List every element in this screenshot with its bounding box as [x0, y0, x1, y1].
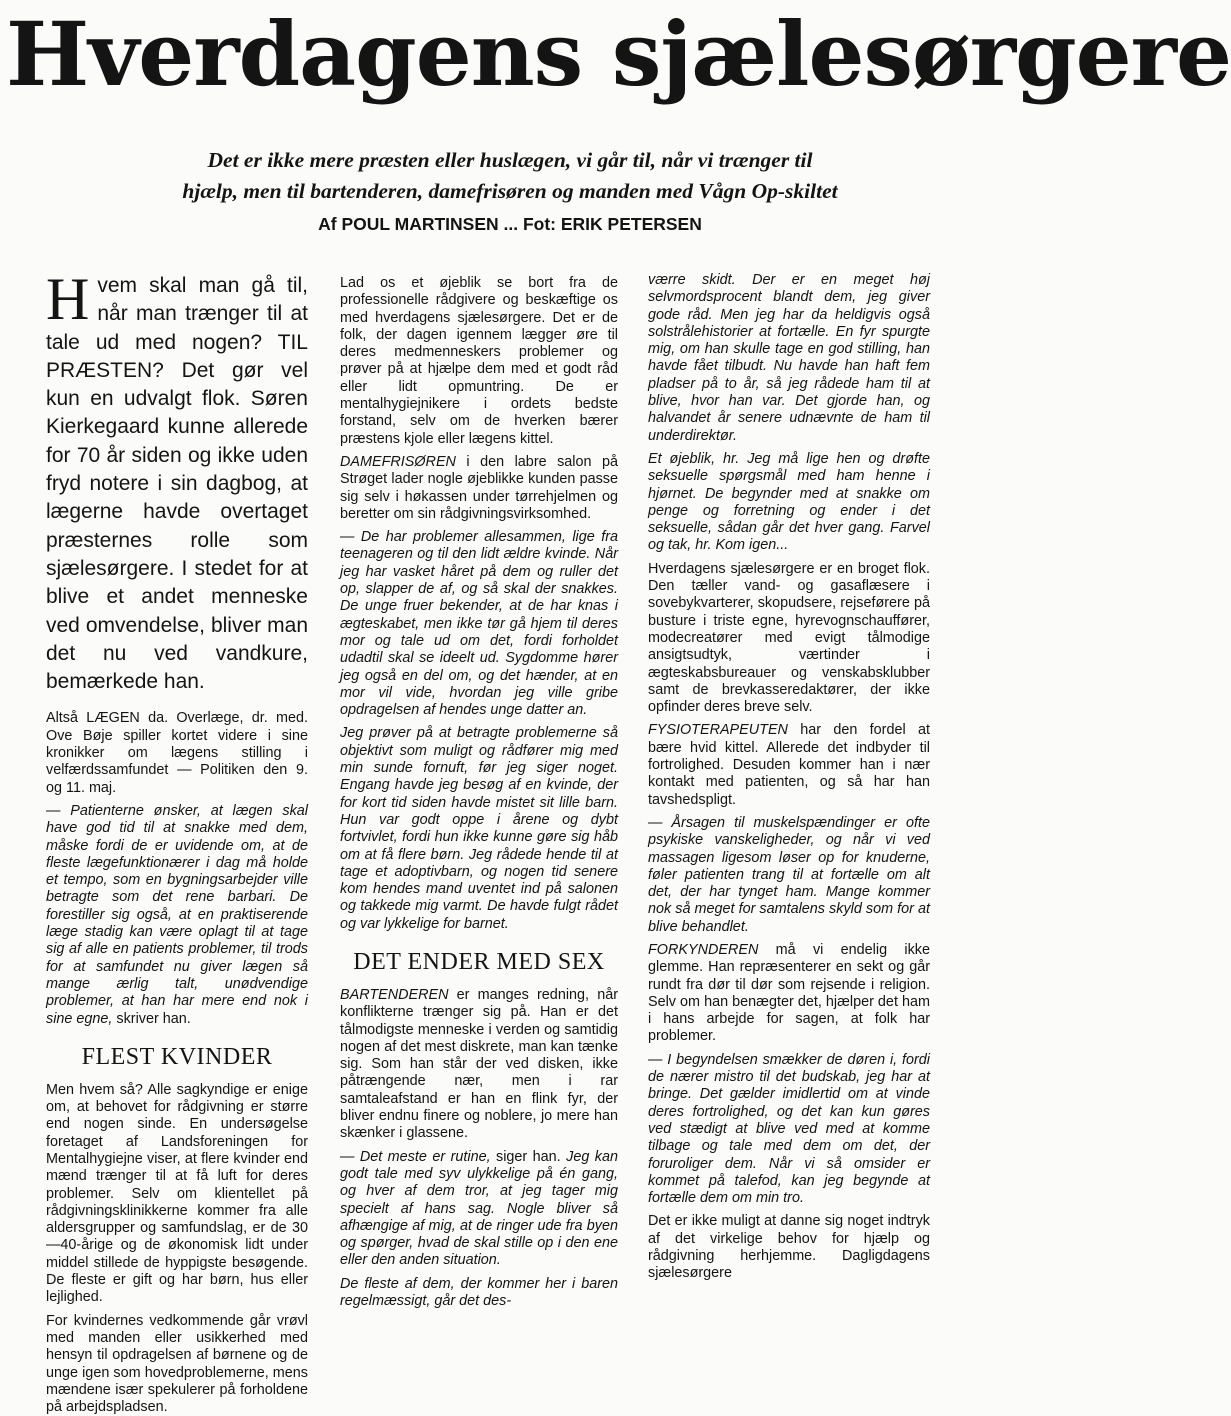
paragraph: Hverdagens sjælesørgere er en broget flok. Den tæller vand- og gasaflæsere i sovebykvarterer, skopudsere, rejseførere på busture i triste egne, hyrevognschauffører, modecreatører med evigt tålmodige ansigtsudtyk, værtinder i ægteskabsbureauer og venskabsklubber samt de brevkasseredaktører, der ikke opfinder deres breve selv.: [648, 560, 930, 716]
paragraph: [340, 987, 618, 1143]
keyword-label: DAMEFRISØREN: [340, 453, 456, 470]
headline: Hverdagens sjælesørgere: [6, 2, 1231, 106]
drop-cap: H: [46, 266, 90, 332]
quote-text: — Det meste er rutine,: [340, 1148, 491, 1165]
paragraph: Det er ikke muligt at danne sig noget indtryk af det virkelige behov for hjælp og rådgivning herhjemme. Dagligdagens sjælesørgere: [648, 1213, 930, 1282]
quote-paragraph: — De har problemer allesammen, lige fra teenageren og til den lidt ældre kvinde. Når jeg har vasket håret på dem og ruller det op, slapper de af, og så skal der snakkes. De unge fruer bekender, at de har knas i ægteskabet, men ikke tør gå hjem til deres mor og tale ud om det, fordi forholdet udadtil skal se ideelt ud. Sygdomme hører jeg også en del om, og det hænder, at en mor vil vide, hvordan jeg ville gribe opdragelsen af hendes unge datter an.: [340, 529, 618, 719]
paragraph: For kvindernes vedkommende går vrøvl med manden eller usikkerhed med hensyn til opdragelsen af børnene og de unge igen som hovedproblemerne, mens mændene især spekulerer på forholdene på arbejdspladsen.: [46, 1312, 308, 1416]
paragraph: Lad os et øjeblik se bort fra de professionelle rådgivere og beskæftige os med hverdagens sjælesørgere. Det er de folk, der dagen igennem lægger øre til deres medmenneskers problemer og prøver på at hjælpe dem med et godt råd eller lidt opmuntring. De er mentalhygiejnikere i ordets bedste forstand, selv om de hverken bærer præstens kjole eller lægens kittel.: [340, 275, 618, 447]
quote-text: — Patienterne ønsker, at lægen skal have god tid til at snakke med dem, måske fordi de er uvidende om, at de fleste lægefunktionærer i dag må holde et tempo, som en bygningsarbejder ville betragte som det rene barbari. De forestiller sig også, at en praktiserende læge stadig kan være oplagt til at tage sig af alle en patients problemer, til trods for at samfundet nu giver lægen så mange ærlig talt, unødvendige problemer, at han har mere end nok i sine egne,: [46, 802, 308, 1027]
quote-paragraph: — Årsagen til muskelspændinger er ofte psykiske vanskeligheder, og når vi ved massagen ligesom løser op for knuderne, føler patienten trang til at fortælle om alt det, der har tynget ham. Mange kommer nok så meget for samtalens skyld som for at blive behandlet.: [648, 814, 930, 935]
subheading-flest-kvinder: FLEST KVINDER: [81, 1043, 273, 1070]
keyword-label: BARTENDEREN: [340, 986, 449, 1003]
keyword-label: FYSIOTERAPEUTEN: [648, 722, 788, 739]
paragraph: Men hvem så? Alle sagkyndige er enige om, at behovet for rådgivning er større end nogen sinde. En undersøgelse foretaget af Landsforeningen for Mentalhygiejne viser, at flere kvinder end mænd trænger til at få luft for deres problemer. Selv om klientellet på rådgivningsklinikkerne kommer fra alle aldersgrupper og samfundslag, er de 30—40-årige og de økonomisk lidt under middel stillede de hyppigste besøgende. De fleste er gift og har børn, hus eller lejlighed.: [46, 1081, 308, 1306]
byline: Af POUL MARTINSEN ... Fot: ERIK PETERSEN: [318, 214, 702, 234]
paragraph: [340, 454, 618, 523]
quote-paragraph: Et øjeblik, hr. Jeg må lige hen og drøfte seksuelle spørgsmål med ham henne i hjørnet. De begynder med at snakke om penge og forretning og ender i det seksuelle, sådan går det hver gang. Farvel og tak, hr. Kom igen...: [648, 450, 930, 554]
paragraph: [46, 803, 308, 1028]
paragraph: [648, 942, 930, 1046]
column-3: [648, 272, 930, 1409]
quote-paragraph: værre skidt. Der er en meget høj selvmordsprocent blandt dem, jeg giver gode råd. Men jeg har da heldigvis også solstrålehistorier at fortælle. En fyr spurgte mig, om han skulle tage en god stilling, han havde fået tilbudt. Nu havde han haft fem pladser på to år, så jeg rådede ham til at blive, hvor han var. Det gjorde han, og halvandet år senere udnævnte de ham til underdirektør.: [648, 272, 930, 444]
column-1: [46, 266, 308, 1416]
attribution: skriver han.: [112, 1010, 191, 1027]
paragraph-text: har den fordel at bære hvid kittel. Allerede det indbyder til fortrolighed. Desuden kommer han i nær kontakt med patienten, og så har han tavshedspligt.: [648, 722, 930, 808]
paragraph-text: må vi endelig ikke glemme. Han repræsenterer en sekt og går rundt fra dør til dør som rejsende i religion. Selv om han benægter det, hjælper det ham i hans arbejde for sagen, at folk har problemer.: [648, 941, 930, 1045]
quote-paragraph: Jeg prøver på at betragte problemerne så objektivt som muligt og rådfører mig med min sunde fornuft, før jeg siger noget. Engang havde jeg besøg af en kvinde, der for kort tid siden havde mistet sit lille barn. Hun var godt oppe i årene og dybt fortvivlet, fordi hun ikke kunne gøre sig håb om at få flere børn. Jeg rådede hende til at tage et adoptivbarn, og nogen tid senere kom hendes mand uventet ind på salonen og takkede mig varmt. De havde fulgt rådet og var lykkelige for barnet.: [340, 725, 618, 932]
paragraph-text: er manges redning, når konflikterne trænger sig på. Han er det tålmodigste menneske i verden og samtidig nogen af det mest diskrete, man kan tænke sig. Som han står der ved disken, ikke påtrængende nær, men i rar samtaleafstand er han en flink fyr, der bliver endnu finere og noblere, jo mere han skænker i glassene.: [340, 986, 618, 1142]
column-2: [340, 275, 618, 1412]
deck: [100, 145, 920, 207]
paragraph: Altså LÆGEN da. Overlæge, dr. med. Ove Bøje spiller kortet videre i sine kronikker om lægens stilling i velfærdssamfundet — Politiken den 9. og 11. maj.: [46, 710, 308, 796]
deck-line-1: Det er ikke mere præsten eller huslægen, vi går til, når vi trænger til: [207, 148, 813, 172]
lead-text: vem skal man gå til, når man trænger til at tale ud med nogen? TIL PRÆSTEN? Det gør vel kun en udvalgt flok. Søren Kierkegaard kunne allerede for 70 år siden og ikke uden fryd notere i sin dagbog, at lægerne havde overtaget præsternes rolle som sjælesørgere. I stedet for at blive et andet menneske ved omvendelse, bliver man det nu ved vandkure, bemærkede han.: [46, 274, 308, 694]
paragraph: [648, 722, 930, 808]
quote-paragraph: De fleste af dem, der kommer her i baren regelmæssigt, går det des-: [340, 1275, 618, 1310]
lead-paragraph: [46, 266, 308, 696]
paragraph-text: i den labre salon på Strøget lader nogle øjeblikke kunden passe sig selv i høkassen under tørrehjelmen og beretter om sin rådgivningsvirksomhed.: [340, 453, 618, 522]
attribution: siger han.: [490, 1148, 561, 1165]
deck-line-2: hjælp, men til bartenderen, damefrisøren og manden med Vågn Op-skiltet: [182, 179, 838, 203]
paragraph: [340, 1149, 618, 1270]
subheading-det-ender-med-sex: DET ENDER MED SEX: [353, 948, 605, 975]
keyword-label: FORKYNDEREN: [648, 941, 759, 958]
quote-text: Jeg kan godt tale med syv ulykkelige på én gang, og hver af dem tror, at jeg tager mig specielt af hans sag. Nogle bliver så afhængige af mig, at de ringer ude fra byen og spørger, hvad de skal stille op i den ene eller den anden situation.: [340, 1148, 618, 1269]
quote-paragraph: — I begyndelsen smækker de døren i, fordi de nærer mistro til det budskab, jeg har at bringe. Det gælder imidlertid om at vinde deres fortrolighed, og det kan kun gøres ved stædigt at blive ved med at komme tilbage og tale med dem om det, der foruroliger dem. Når vi så omsider er kommet på talefod, kan jeg begynde at fortælle dem om min tro.: [648, 1051, 930, 1207]
